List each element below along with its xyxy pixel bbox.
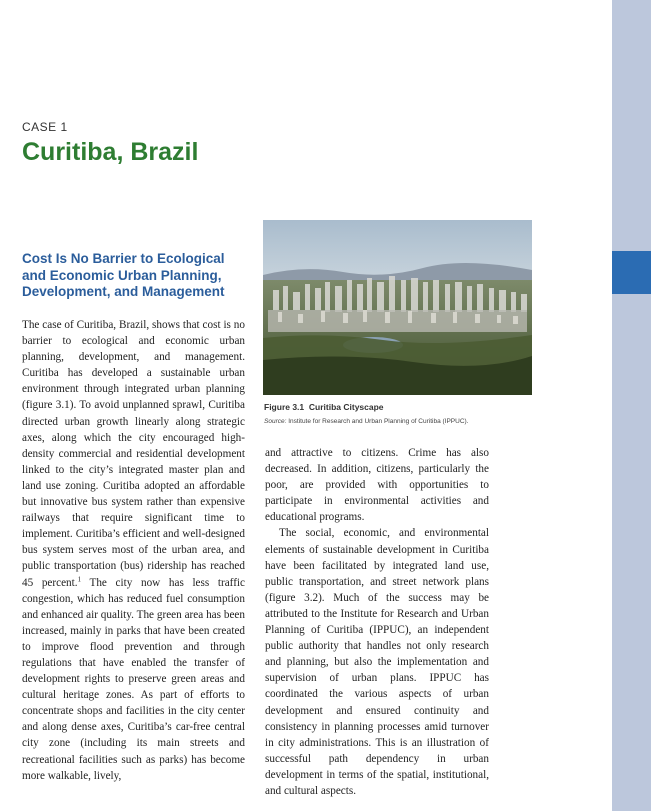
left-column-part2: The city now has less traffic congestion, which has reduced fuel consumption and enhanced air quality. The green area has been increased, mainly in parks that have been created to improve flood prevention and through regulations that have enabled the transfer of development rights to preserve green areas and cultural heritage zones. As part of efforts to concentrate shops and facilities in the city center and along dense axes, Curitiba’s car-free central city zone (including its main streets and recreational facilities such as parks) has become more walkable, lively, — [22, 576, 245, 782]
right-column-paragraph-2: The social, economic, and environmental elements of sustainable development in Curitiba have been facilitated by integrated land use, public transportation, and street network plans (figure 3.2). Much of the success may be attributed to the Institute for Research and Urban Planning of Curitiba (IPPUC), an independent public authority that handles not only research and planning, but also the implementation and supervision of urban plans. IPPUC has coordinated the various aspects of urban development and ensured continuity and consistency in planning processes amid turnover in city administrations. This is an illustration of successful path dependency in urban development in terms of the spatial, institutional, and cultural aspects. — [265, 527, 489, 797]
cityscape-photo — [263, 220, 532, 395]
figure-source-text: Institute for Research and Urban Planning of Curitiba (IPPUC). — [288, 418, 469, 425]
figure-source-label: Source: — [264, 418, 287, 425]
page-edge-band — [612, 0, 651, 811]
figure-caption — [264, 402, 534, 412]
case-title: Curitiba, Brazil — [22, 138, 199, 166]
right-column-paragraph-1: and attractive to citizens. Crime has also decreased. In addition, citizens, particularly the poor, are provided with opportunities to participate in environmental activities and educational programs. — [265, 447, 489, 524]
figure-source — [264, 418, 534, 425]
case-label: CASE 1 — [22, 120, 68, 134]
section-heading: Cost Is No Barrier to Ecological and Economic Urban Planning, Development, and Management — [22, 251, 225, 299]
chapter-tab-marker — [612, 251, 651, 294]
right-column-text — [265, 445, 489, 805]
footnote-marker: 1 — [77, 574, 82, 583]
figure-title: Curitiba Cityscape — [308, 402, 384, 412]
figure-number: Figure 3.1 — [264, 402, 305, 412]
left-column-part1: The case of Curitiba, Brazil, shows that cost is no barrier to ecological and economic urban planning, development, and management. Curitiba has developed a sustainable urban environment through integrated urban planning (figure 3.1). To avoid unplanned sprawl, Curitiba directed urban growth linearly along strategic axes, along which the city encouraged high-density commercial and residential development linked to the city’s integrated master plan and land use zoning. Curitiba adopted an affordable but innovative bus system rather than expensive railways that require significant time to implement. Curitiba’s efficient and well-designed bus system serves most of the urban area, and public transportation (bus) ridership has reached 45 percent. — [22, 319, 245, 589]
left-column-text — [22, 317, 245, 805]
cityscape-photo-graphic — [263, 220, 532, 395]
